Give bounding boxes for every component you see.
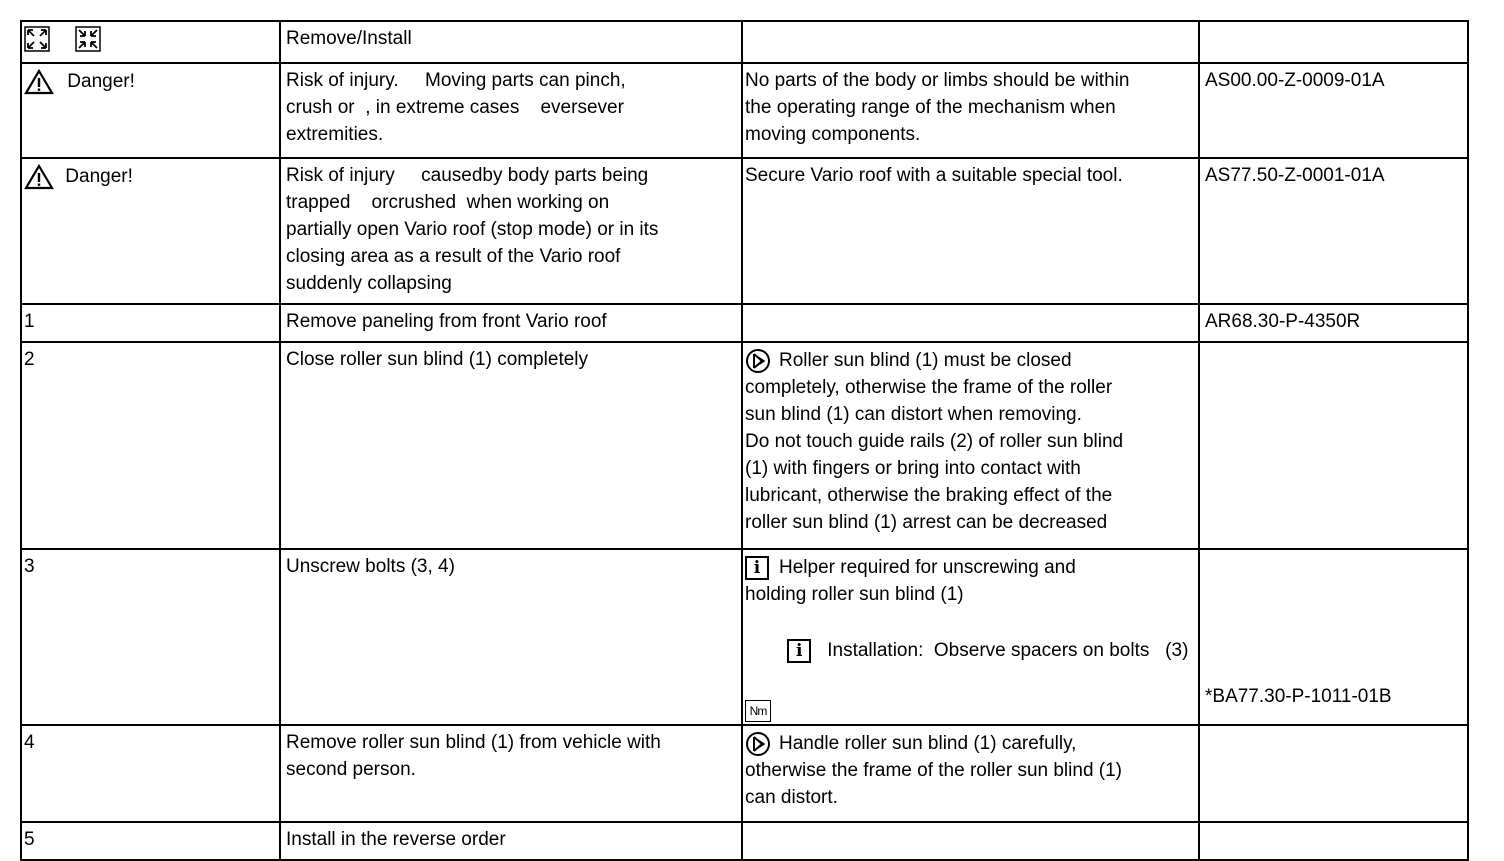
note-line: completely, otherwise the frame of the roller (745, 377, 1113, 398)
header-title: Remove/Install (280, 21, 742, 63)
collapse-icon[interactable] (75, 26, 101, 52)
note-arrow-icon (745, 731, 771, 757)
procedure-table (20, 20, 1469, 861)
expand-icon[interactable] (24, 26, 50, 52)
danger-reference[interactable]: AS77.50-Z-0001-01A (1199, 158, 1468, 304)
danger-measure-line: moving components. (745, 124, 921, 145)
info-icon: i (787, 639, 811, 663)
step-action-cell (280, 725, 742, 822)
note-text: Handle roller sun blind (1) carefully, (779, 733, 1077, 754)
danger-row (21, 63, 1468, 158)
note-line: sun blind (1) can distort when removing. (745, 404, 1082, 425)
danger-measure-line: Secure Vario roof with a suitable special tool. (745, 165, 1123, 186)
danger-risk-cell (280, 63, 742, 158)
step-action-line: Remove roller sun blind (1) from vehicle with (286, 732, 661, 753)
torque-line (745, 697, 1198, 724)
danger-risk-line: trapped orcrushed when working on (286, 192, 610, 213)
note-line (745, 347, 1198, 374)
danger-label: Danger! (67, 71, 135, 92)
danger-label-cell (21, 63, 280, 158)
danger-risk-line: partially open Vario roof (stop mode) or in its (286, 219, 659, 240)
danger-reference[interactable]: AS00.00-Z-0009-01A (1199, 63, 1468, 158)
step-reference-empty (1199, 725, 1468, 822)
warning-triangle-icon (24, 69, 54, 95)
step-note-cell (742, 304, 1199, 342)
step-note-cell (742, 725, 1199, 822)
header-icons-cell (21, 21, 280, 63)
step-row (21, 725, 1468, 822)
step-number: 5 (21, 822, 280, 860)
step-action: Install in the reverse order (280, 822, 742, 860)
step-reference-empty (1199, 822, 1468, 860)
danger-risk-cell (280, 158, 742, 304)
danger-risk-line: Risk of injury. Moving parts can pinch, (286, 70, 626, 91)
header-empty-cell (742, 21, 1199, 63)
step-row (21, 304, 1468, 342)
note-text: Roller sun blind (1) must be closed (779, 350, 1072, 371)
note-line: otherwise the frame of the roller sun blind (1) (745, 760, 1123, 781)
step-reference[interactable]: *BA77.30-P-1011-01B (1205, 686, 1392, 707)
step-action: Unscrew bolts (3, 4) (280, 549, 742, 725)
info-line (745, 610, 1198, 691)
step-reference-cell (1199, 549, 1468, 725)
danger-risk-line: suddenly collapsing (286, 273, 452, 294)
danger-label-cell (21, 158, 280, 304)
danger-measure-line: the operating range of the mechanism when (745, 97, 1116, 118)
header-empty-ref-cell (1199, 21, 1468, 63)
note-arrow-icon (745, 348, 771, 374)
note-line: lubricant, otherwise the braking effect of the (745, 485, 1113, 506)
danger-label: Danger! (65, 166, 133, 187)
step-note-cell (742, 822, 1199, 860)
info-text: Installation: Observe spacers on bolts (3) (827, 640, 1189, 661)
step-action-line: second person. (286, 759, 416, 780)
step-number: 1 (21, 304, 280, 342)
danger-measure-cell (742, 63, 1199, 158)
step-number: 3 (21, 549, 280, 725)
note-line (745, 730, 1198, 757)
step-note-cell (742, 342, 1199, 549)
danger-risk-line: crush or , in extreme cases eversever (286, 97, 624, 118)
danger-risk-line: Risk of injury causedby body parts being (286, 165, 649, 186)
step-reference[interactable]: AR68.30-P-4350R (1199, 304, 1468, 342)
note-line: (1) with fingers or bring into contact with (745, 458, 1081, 479)
step-row (21, 342, 1468, 549)
info-icon: i (745, 556, 769, 580)
step-note-cell (742, 549, 1199, 725)
danger-risk-line: extremities. (286, 124, 384, 145)
danger-risk-line: closing area as a result of the Vario roof (286, 246, 621, 267)
warning-triangle-icon (24, 164, 54, 190)
note-line: can distort. (745, 787, 838, 808)
note-line: Do not touch guide rails (2) of roller sun blind (745, 431, 1124, 452)
step-row (21, 822, 1468, 860)
info-text: Helper required for unscrewing and (779, 557, 1076, 578)
danger-measure-cell (742, 158, 1199, 304)
info-line: holding roller sun blind (1) (745, 584, 964, 605)
torque-nm-icon[interactable]: Nm (745, 700, 771, 722)
step-number: 4 (21, 725, 280, 822)
step-action: Remove paneling from front Vario roof (280, 304, 742, 342)
danger-row (21, 158, 1468, 304)
step-action: Close roller sun blind (1) completely (280, 342, 742, 549)
step-number: 2 (21, 342, 280, 549)
info-line (745, 554, 1198, 581)
note-line: roller sun blind (1) arrest can be decreased (745, 512, 1108, 533)
header-row (21, 21, 1468, 63)
danger-measure-line: No parts of the body or limbs should be within (745, 70, 1130, 91)
step-row (21, 549, 1468, 725)
step-reference-empty (1199, 342, 1468, 549)
